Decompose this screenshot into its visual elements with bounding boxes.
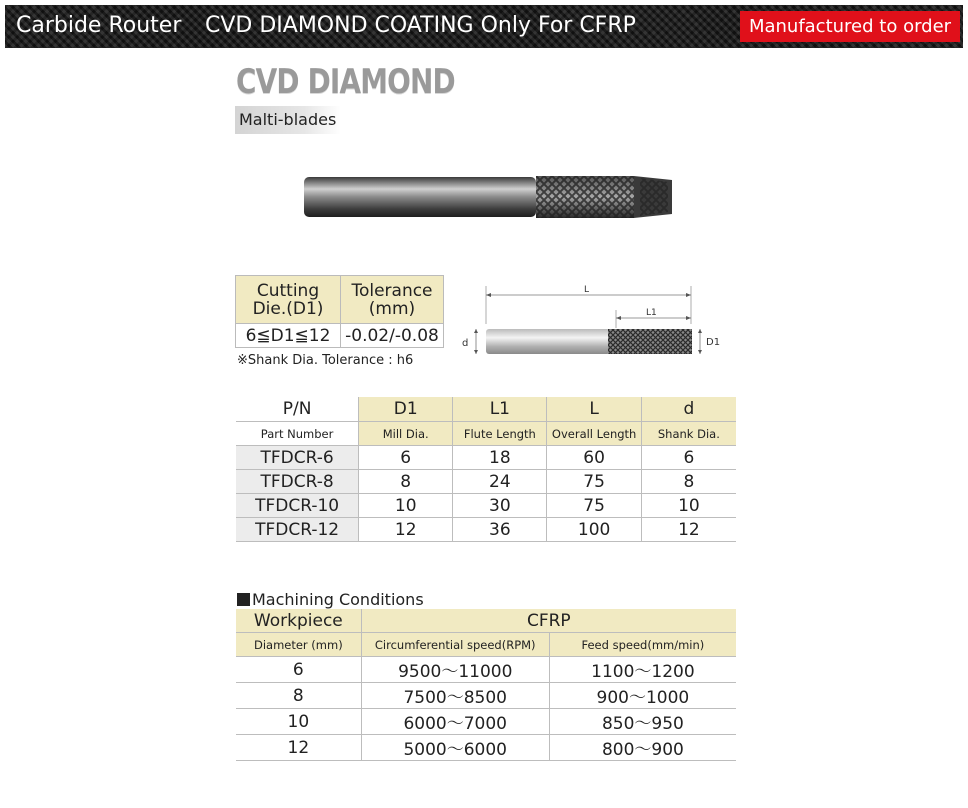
- part-number-cell: TFDCR-8: [236, 470, 359, 494]
- table-cell: 75: [547, 470, 641, 494]
- rpm-cell: 9500～11000: [361, 657, 549, 683]
- tolerance-table: [235, 275, 444, 348]
- table-cell: 30: [453, 494, 547, 518]
- part-number-cell: TFDCR-10: [236, 494, 359, 518]
- spec-table: [236, 397, 736, 542]
- table-row: [236, 470, 736, 494]
- dim-label-d: d: [462, 338, 469, 349]
- dim-label-L: L: [584, 285, 590, 295]
- tool-photo: [300, 172, 672, 222]
- table-row: [236, 494, 736, 518]
- spec-header: L1: [453, 397, 547, 422]
- header-line: Cutting: [256, 280, 320, 301]
- spec-header: D1: [359, 397, 453, 422]
- table-row: [236, 446, 736, 470]
- table-cell: 6: [641, 446, 736, 470]
- header-line: Tolerance: [351, 280, 433, 301]
- table-cell: 100: [547, 518, 641, 542]
- table-cell: 10: [359, 494, 453, 518]
- feed-cell: 900～1000: [549, 683, 736, 709]
- feed-cell: 800～900: [549, 735, 736, 761]
- feed-cell: 1100～1200: [549, 657, 736, 683]
- square-bullet-icon: [237, 593, 250, 606]
- spec-header: d: [641, 397, 736, 422]
- table-row: [236, 735, 736, 761]
- rpm-cell: 7500～8500: [361, 683, 549, 709]
- machining-title-text: Machining Conditions: [252, 590, 424, 609]
- table-cell: 75: [547, 494, 641, 518]
- part-number-cell: TFDCR-12: [236, 518, 359, 542]
- mc-subheader: Diameter (mm): [236, 633, 361, 657]
- table-cell: 18: [453, 446, 547, 470]
- category-label: Carbide Router: [16, 13, 182, 38]
- tolerance-header-cutting: [236, 276, 341, 324]
- tolerance-header-tolerance: [341, 276, 444, 324]
- product-subtitle: Malti-blades: [235, 106, 341, 134]
- table-cell: 12: [641, 518, 736, 542]
- part-number-cell: TFDCR-6: [236, 446, 359, 470]
- spec-subheader: Mill Dia.: [359, 422, 453, 446]
- machining-table: [236, 609, 736, 761]
- table-cell: 36: [453, 518, 547, 542]
- table-row: [236, 657, 736, 683]
- table-cell: 8: [641, 470, 736, 494]
- product-title: CVD DIAMOND: [236, 62, 455, 102]
- rpm-cell: 6000～7000: [361, 709, 549, 735]
- diameter-cell: 8: [236, 683, 361, 709]
- spec-subheader: Flute Length: [453, 422, 547, 446]
- material-header: CFRP: [361, 609, 736, 633]
- page-title: CVD DIAMOND COATING Only For CFRP: [205, 13, 636, 38]
- table-cell: 6: [359, 446, 453, 470]
- header-line: (mm): [368, 298, 416, 319]
- spec-subheader: Overall Length: [547, 422, 641, 446]
- shank-tolerance-note: ※Shank Dia. Tolerance : h6: [237, 353, 414, 368]
- feed-cell: 850～950: [549, 709, 736, 735]
- spec-subheader: Shank Dia.: [641, 422, 736, 446]
- rpm-cell: 5000～6000: [361, 735, 549, 761]
- dim-label-D1: D1: [706, 337, 721, 348]
- workpiece-header: Workpiece: [236, 609, 361, 633]
- machining-conditions-title: [237, 590, 424, 609]
- spec-header: P/N: [236, 397, 359, 422]
- diameter-cell: 12: [236, 735, 361, 761]
- mc-subheader: Circumferential speed(RPM): [361, 633, 549, 657]
- tolerance-value-cell: -0.02/-0.08: [341, 324, 444, 348]
- mc-subheader: Feed speed(mm/min): [549, 633, 736, 657]
- table-row: [236, 518, 736, 542]
- tolerance-range-cell: 6≦D1≦12: [236, 324, 341, 348]
- table-cell: 24: [453, 470, 547, 494]
- spec-header: L: [547, 397, 641, 422]
- table-row: [236, 709, 736, 735]
- table-cell: 8: [359, 470, 453, 494]
- manufactured-to-order-badge: Manufactured to order: [740, 11, 960, 42]
- header-bar: [5, 5, 963, 48]
- table-cell: 12: [359, 518, 453, 542]
- table-cell: 60: [547, 446, 641, 470]
- spec-subheader: Part Number: [236, 422, 359, 446]
- table-row: [236, 683, 736, 709]
- table-cell: 10: [641, 494, 736, 518]
- dim-label-L1: L1: [646, 308, 657, 318]
- dimension-drawing: [458, 280, 728, 362]
- diameter-cell: 10: [236, 709, 361, 735]
- diameter-cell: 6: [236, 657, 361, 683]
- header-line: Die.(D1): [252, 298, 324, 319]
